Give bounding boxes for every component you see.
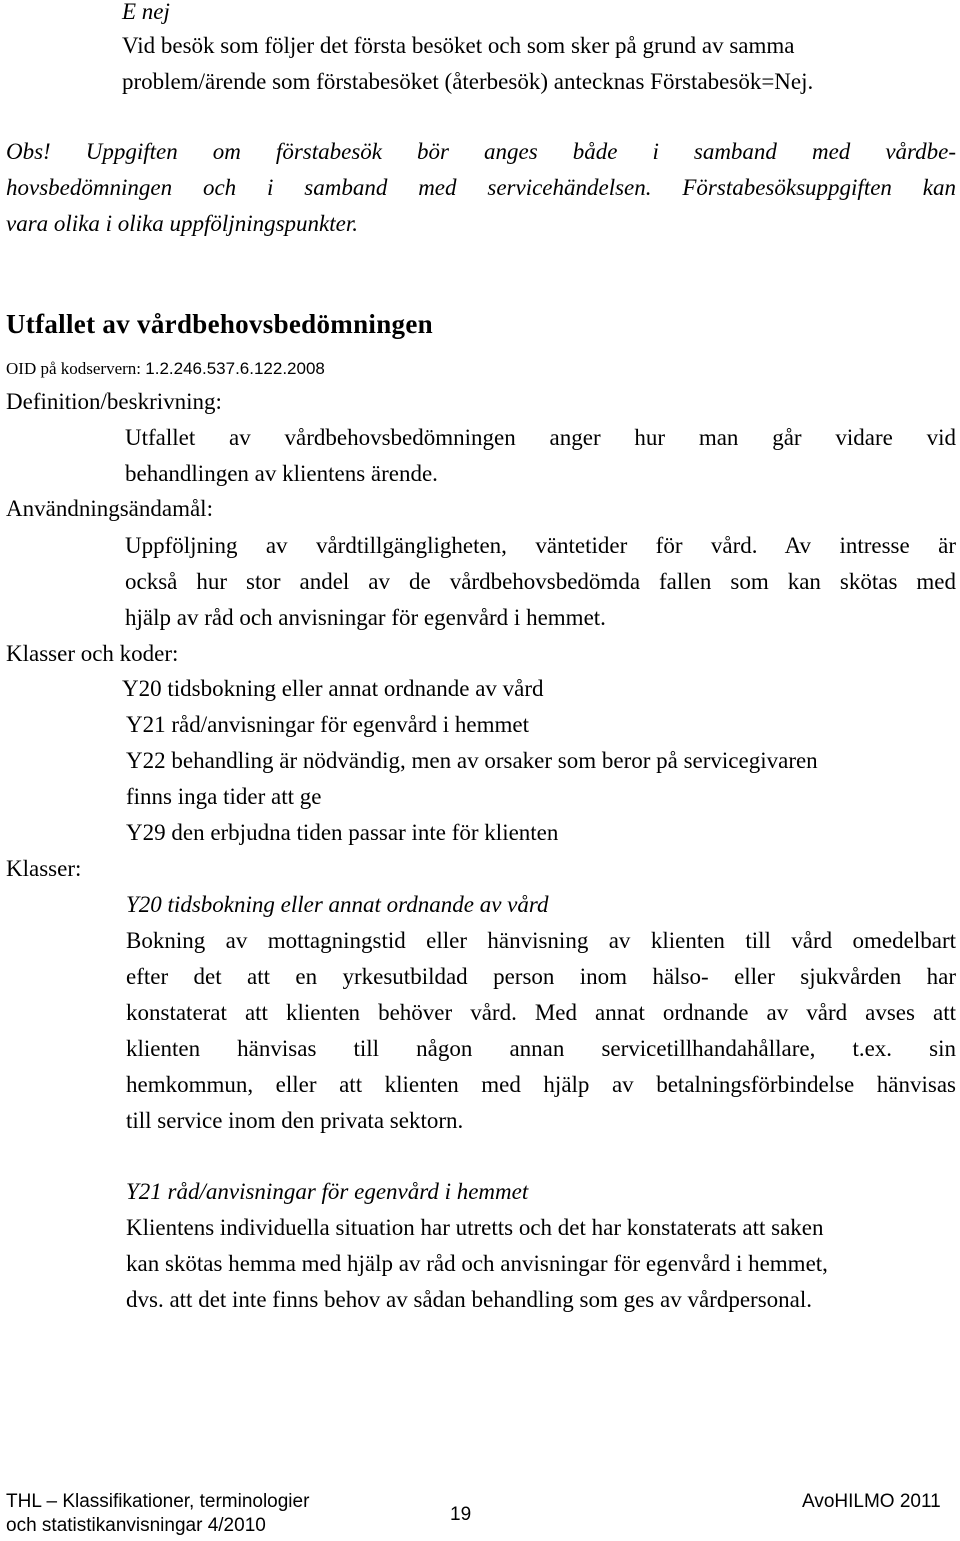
obs-note-line-1: Obs! Uppgiften om förstabesök bör anges både i samband med vårdbe- bbox=[6, 139, 956, 164]
obs-note-line-2: hovsbedömningen och i samband med servicehändelsen. Förstabesöksuppgiften kan bbox=[6, 175, 956, 200]
footer-publisher-line-2: och statistikanvisningar 4/2010 bbox=[6, 1515, 266, 1536]
oid-value: 1.2.246.537.6.122.2008 bbox=[145, 359, 325, 378]
y20-text-line-2: efter det att en yrkesutbildad person inom hälso- eller sjukvården har bbox=[126, 964, 956, 989]
code-y22-line-1: Y22 behandling är nödvändig, men av orsaker som beror på servicegivaren bbox=[126, 748, 818, 773]
code-y22-line-2: finns inga tider att ge bbox=[126, 784, 322, 809]
definition-text-line-2: behandlingen av klientens ärende. bbox=[125, 461, 438, 486]
section-title: Utfallet av vårdbehovsbedömningen bbox=[6, 309, 433, 339]
footer-document-name: AvoHILMO 2011 bbox=[802, 1491, 941, 1512]
classes-label: Klasser: bbox=[6, 856, 82, 881]
purpose-text-line-1: Uppföljning av vårdtillgängligheten, väntetider för vård. Av intresse är bbox=[125, 533, 956, 558]
definition-label: Definition/beskrivning: bbox=[6, 389, 222, 414]
y21-text-line-2: kan skötas hemma med hjälp av råd och anvisningar för egenvård i hemmet, bbox=[126, 1251, 828, 1276]
footer-publisher-line-1: THL – Klassifikationer, terminologier bbox=[6, 1491, 310, 1512]
y20-text-line-3: konstaterat att klienten behöver vård. Med annat ordnande av vård avses att bbox=[126, 1000, 956, 1025]
page-number: 19 bbox=[450, 1504, 472, 1525]
y21-text-line-1: Klientens individuella situation har utretts och det har konstaterats att saken bbox=[126, 1215, 824, 1240]
code-y20: Y20 tidsbokning eller annat ordnande av vård bbox=[122, 676, 544, 701]
purpose-text-line-3: hjälp av råd och anvisningar för egenvård i hemmet. bbox=[125, 605, 606, 630]
definition-text-line-1: Utfallet av vårdbehovsbedömningen anger hur man går vidare vid bbox=[125, 425, 956, 450]
y20-text-line-6: till service inom den privata sektorn. bbox=[126, 1108, 464, 1133]
oid-line bbox=[6, 357, 325, 382]
purpose-label: Användningsändamål: bbox=[6, 496, 213, 521]
e-nej-option: E nej bbox=[122, 0, 170, 24]
y21-text-line-3: dvs. att det inte finns behov av sådan behandling som ges av vårdpersonal. bbox=[126, 1287, 813, 1312]
obs-note-line-3: vara olika i olika uppföljningspunkter. bbox=[6, 211, 358, 236]
y20-text-line-4: klienten hänvisas till någon annan servicetillhandahållare, t.ex. sin bbox=[126, 1036, 956, 1061]
y20-title: Y20 tidsbokning eller annat ordnande av vård bbox=[126, 892, 549, 917]
code-y29: Y29 den erbjudna tiden passar inte för klienten bbox=[126, 820, 559, 845]
purpose-text-line-2: också hur stor andel av de vårdbehovsbedömda fallen som kan skötas med bbox=[125, 569, 956, 594]
y20-text-line-1: Bokning av mottagningstid eller hänvisning av klienten till vård omedelbart bbox=[126, 928, 956, 953]
first-visit-no-text-line-1: Vid besök som följer det första besöket och som sker på grund av samma bbox=[122, 33, 795, 58]
y21-title: Y21 råd/anvisningar för egenvård i hemmet bbox=[126, 1179, 529, 1204]
y20-text-line-5: hemkommun, eller att klienten med hjälp av betalningsförbindelse hänvisas bbox=[126, 1072, 956, 1097]
code-y21: Y21 råd/anvisningar för egenvård i hemmet bbox=[126, 712, 530, 737]
first-visit-no-text-line-2: problem/ärende som förstabesöket (återbesök) antecknas Förstabesök=Nej. bbox=[122, 69, 814, 94]
codes-label: Klasser och koder: bbox=[6, 641, 179, 666]
oid-label: OID på kodservern: bbox=[6, 359, 146, 378]
